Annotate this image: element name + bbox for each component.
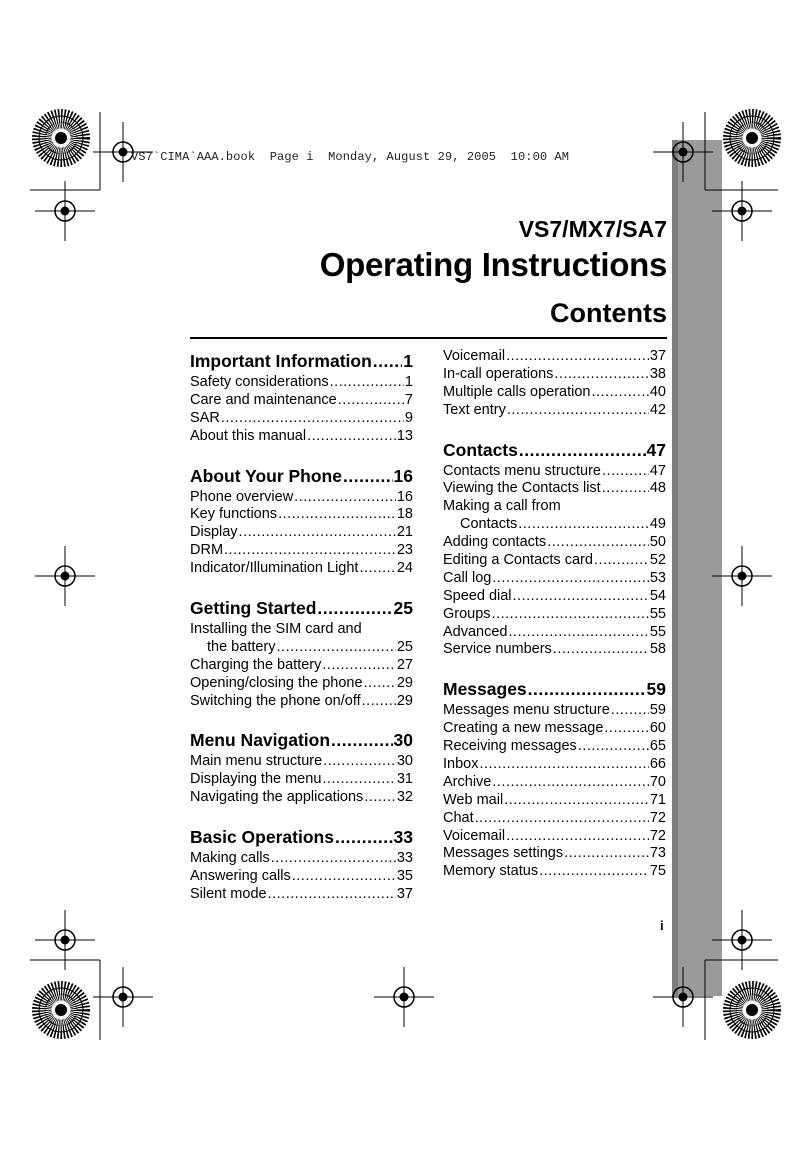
toc-leader-dots — [479, 756, 648, 774]
toc-leader-dots — [518, 516, 649, 534]
toc-entry-title: Web mail — [443, 791, 504, 808]
toc-entry[interactable] — [190, 639, 413, 657]
toc-leader-dots — [507, 402, 649, 420]
toc-entry-page: 40 — [649, 383, 666, 400]
toc-entry[interactable] — [443, 570, 666, 588]
toc-entry-page: 73 — [649, 845, 666, 862]
toc-entry-page: 72 — [649, 827, 666, 844]
toc-entry-title: Main menu structure — [190, 753, 323, 770]
toc-entry-page: 52 — [649, 552, 666, 568]
toc-entry[interactable] — [190, 524, 413, 542]
toc-entry[interactable] — [443, 810, 666, 828]
toc-entry-title: About Your Phone — [190, 465, 342, 486]
toc-entry[interactable] — [190, 560, 413, 578]
toc-gap — [443, 420, 666, 437]
toc-entry[interactable] — [443, 756, 666, 774]
toc-entry-title: About this manual — [190, 427, 307, 444]
sunburst-mark-bottom-right — [730, 988, 774, 1032]
toc-entry-page: 59 — [649, 702, 666, 719]
toc-entry-title: Groups — [443, 605, 491, 622]
toc-entry-title: Multiple calls operation — [443, 383, 591, 400]
toc-leader-dots — [343, 463, 393, 489]
toc-entry-page: 31 — [396, 771, 413, 788]
toc-entry-title: DRM — [190, 542, 224, 559]
toc-entry-title: Opening/closing the phone — [190, 674, 363, 691]
toc-entry-title: Voicemail — [443, 347, 506, 364]
toc-leader-dots — [475, 810, 649, 828]
toc-leader-dots — [602, 480, 649, 498]
toc-entry-title: Displaying the menu — [190, 771, 322, 788]
toc-entry-title: Care and maintenance — [190, 391, 337, 408]
toc-entry-page: 53 — [649, 569, 666, 586]
toc-entry-page: 38 — [649, 365, 666, 382]
toc-entry-page: 16 — [396, 488, 413, 505]
toc-entry[interactable] — [190, 789, 413, 807]
toc-entry-title: Display — [190, 524, 238, 541]
toc-entry-title: Editing a Contacts card — [443, 552, 593, 568]
toc-entry-title: Charging the battery — [190, 656, 322, 673]
toc-leader-dots — [307, 428, 396, 446]
toc-entry-page: 29 — [396, 674, 413, 691]
sunburst-mark-top-left — [39, 116, 83, 160]
toc-leader-dots — [578, 738, 649, 756]
toc-leader-dots — [330, 374, 404, 392]
toc-entry-page: 71 — [649, 791, 666, 808]
toc-entry[interactable] — [190, 886, 413, 904]
toc-leader-dots — [513, 588, 649, 606]
toc-entry-page: 37 — [649, 347, 666, 364]
toc-entry-title: Getting Started — [190, 598, 317, 619]
toc-entry-page: 9 — [404, 409, 413, 426]
toc-entry-title: Adding contacts — [443, 534, 547, 551]
toc-entry-title: Contacts — [460, 516, 518, 533]
toc-entry-title: Messages settings — [443, 845, 564, 862]
toc-entry-page: 23 — [396, 542, 413, 559]
title-divider — [190, 337, 667, 339]
toc-entry-page: 25 — [396, 638, 413, 655]
toc-leader-dots — [292, 868, 396, 886]
toc-leader-dots — [602, 463, 649, 481]
toc-entry[interactable] — [190, 771, 413, 789]
toc-gap — [190, 446, 413, 463]
toc-entry-page: 70 — [649, 773, 666, 790]
toc-leader-dots — [362, 693, 396, 711]
section-title: Contents — [550, 298, 667, 328]
page-number: i — [660, 918, 664, 933]
toc-entry-title: Indicator/Illumination Light — [190, 560, 359, 577]
toc-entry-page: 30 — [393, 730, 413, 751]
toc-entry-title: Contacts menu structure — [443, 462, 601, 479]
toc-entry[interactable] — [443, 738, 666, 756]
toc-entry-page: 33 — [396, 850, 413, 867]
toc-entry-page: 7 — [404, 391, 413, 408]
toc-entry-title: Important Information — [190, 351, 372, 371]
toc-entry[interactable] — [190, 675, 413, 693]
toc-entry-page: 47 — [649, 462, 666, 479]
toc-entry[interactable] — [190, 374, 413, 392]
toc-entry-title: Safety considerations — [190, 373, 329, 390]
toc-entry-title: Creating a new message — [443, 720, 604, 737]
toc-entry-title: Making a call from — [443, 498, 561, 515]
toc-leader-dots — [553, 641, 649, 659]
toc-leader-dots — [278, 506, 396, 524]
toc-gap — [190, 578, 413, 595]
toc-leader-dots — [294, 489, 396, 507]
toc-leader-dots — [277, 639, 396, 657]
toc-entry-page: 66 — [649, 756, 666, 773]
toc-gap — [190, 710, 413, 727]
toc-entry[interactable] — [443, 845, 666, 863]
toc-entry[interactable] — [443, 534, 666, 552]
toc-entry-title: Archive — [443, 773, 492, 790]
toc-leader-dots — [592, 384, 649, 402]
toc-entry-page: 13 — [396, 427, 413, 444]
toc-leader-dots — [323, 753, 396, 771]
toc-entry-page: 54 — [649, 587, 666, 604]
toc-entry-page: 47 — [646, 439, 666, 460]
toc-chapter-heading[interactable] — [190, 824, 413, 850]
toc-leader-dots — [268, 886, 396, 904]
toc-entry[interactable] — [443, 498, 666, 516]
toc-entry[interactable] — [190, 489, 413, 507]
toc-entry-page: 18 — [396, 506, 413, 523]
toc-entry-page: 25 — [393, 598, 413, 619]
toc-entry[interactable] — [443, 792, 666, 810]
toc-entry-page: 55 — [649, 623, 666, 640]
toc-entry[interactable] — [443, 588, 666, 606]
toc-entry-title: Viewing the Contacts list — [443, 480, 601, 497]
toc-entry-page: 58 — [649, 641, 666, 658]
toc-entry-title: Advanced — [443, 623, 508, 640]
toc-leader-dots — [271, 850, 396, 868]
toc-entry-page: 24 — [396, 560, 413, 577]
toc-entry[interactable] — [443, 828, 666, 846]
toc-gap — [190, 807, 413, 824]
toc-entry-title: Inbox — [443, 756, 479, 773]
toc-entry-page: 35 — [396, 868, 413, 885]
toc-entry-page: 33 — [393, 827, 413, 848]
toc-entry-title: Navigating the applications — [190, 789, 364, 806]
toc-leader-dots — [331, 727, 393, 753]
toc-leader-dots — [594, 552, 649, 570]
toc-entry[interactable] — [190, 428, 413, 446]
toc-entry-page: 42 — [649, 401, 666, 418]
toc-entry-page: 32 — [396, 789, 413, 806]
toc-entry-page: 72 — [649, 809, 666, 826]
toc-entry-title: Voicemail — [443, 827, 506, 844]
toc-entry[interactable] — [190, 850, 413, 868]
toc-entry[interactable] — [190, 621, 413, 639]
toc-entry-title: Key functions — [190, 506, 278, 523]
toc-entry-title: Call log — [443, 569, 492, 586]
toc-entry[interactable] — [443, 606, 666, 624]
toc-entry[interactable] — [443, 720, 666, 738]
toc-entry-title: Installing the SIM card and — [190, 621, 362, 637]
toc-leader-dots — [364, 675, 396, 693]
toc-entry-title: Making calls — [190, 850, 270, 867]
toc-entry-title: Switching the phone on/off — [190, 692, 361, 709]
toc-column-left — [190, 348, 413, 904]
toc-entry-page: 29 — [396, 692, 413, 709]
toc-leader-dots — [239, 524, 396, 542]
toc-entry[interactable] — [443, 366, 666, 384]
toc-entry[interactable] — [443, 516, 666, 534]
toc-leader-dots — [322, 771, 395, 789]
toc-entry-title: Basic Operations — [190, 827, 334, 848]
toc-entry[interactable] — [443, 641, 666, 659]
toc-leader-dots — [317, 595, 392, 621]
book-file-header: VS7`CIMA`AAA.book Page i Monday, August 29, 2005 10:00 AM — [131, 150, 570, 164]
sunburst-mark-top-right — [730, 116, 774, 160]
toc-entry[interactable] — [443, 384, 666, 402]
toc-leader-dots — [373, 348, 402, 374]
toc-entry-page: 60 — [649, 720, 666, 737]
toc-column-right — [443, 348, 666, 881]
toc-entry[interactable] — [190, 693, 413, 711]
toc-entry-title: Memory status — [443, 863, 539, 880]
toc-entry[interactable] — [443, 402, 666, 420]
toc-leader-dots — [547, 534, 649, 552]
toc-entry-title: In-call operations — [443, 365, 554, 382]
toc-leader-dots — [221, 410, 404, 428]
toc-entry-title: Phone overview — [190, 488, 294, 505]
toc-entry[interactable] — [443, 863, 666, 881]
toc-chapter-heading[interactable] — [190, 348, 413, 374]
toc-chapter-heading[interactable] — [443, 676, 666, 702]
toc-entry[interactable] — [443, 463, 666, 481]
toc-entry-title: Contacts — [443, 439, 518, 460]
toc-leader-dots — [364, 789, 396, 807]
toc-entry[interactable] — [443, 348, 666, 366]
toc-entry-page: 1 — [404, 373, 413, 390]
toc-entry-page: 49 — [649, 516, 666, 533]
toc-leader-dots — [528, 676, 646, 702]
model-name: VS7/MX7/SA7 — [518, 216, 667, 242]
toc-entry[interactable] — [190, 542, 413, 560]
toc-entry-page: 27 — [396, 656, 413, 673]
toc-leader-dots — [322, 657, 395, 675]
toc-entry[interactable] — [443, 480, 666, 498]
toc-entry-title: Answering calls — [190, 868, 291, 885]
toc-entry-page: 48 — [649, 480, 666, 497]
toc-entry-page: 1 — [403, 351, 413, 371]
toc-chapter-heading[interactable] — [190, 463, 413, 489]
toc-entry[interactable] — [190, 506, 413, 524]
toc-chapter-heading[interactable] — [190, 595, 413, 621]
toc-entry[interactable] — [443, 774, 666, 792]
toc-entry-title: Silent mode — [190, 885, 267, 902]
toc-leader-dots — [224, 542, 396, 560]
toc-leader-dots — [506, 348, 649, 366]
toc-entry[interactable] — [443, 552, 666, 570]
toc-entry[interactable] — [190, 657, 413, 675]
toc-entry-page: 16 — [393, 465, 413, 486]
toc-entry-title: SAR — [190, 409, 220, 426]
toc-leader-dots — [564, 845, 649, 863]
toc-leader-dots — [492, 774, 649, 792]
toc-leader-dots — [611, 702, 649, 720]
toc-leader-dots — [359, 560, 395, 578]
toc-entry-title: Receiving messages — [443, 738, 577, 755]
toc-entry-page: 55 — [649, 605, 666, 622]
toc-gap — [443, 659, 666, 676]
toc-entry-page: 37 — [396, 885, 413, 902]
toc-leader-dots — [554, 366, 648, 384]
toc-entry[interactable] — [190, 753, 413, 771]
toc-chapter-heading[interactable] — [190, 727, 413, 753]
toc-leader-dots — [509, 624, 649, 642]
toc-leader-dots — [338, 392, 404, 410]
toc-leader-dots — [335, 824, 393, 850]
toc-chapter-heading[interactable] — [443, 437, 666, 463]
toc-entry-title: the battery — [207, 638, 276, 655]
toc-leader-dots — [492, 570, 649, 588]
toc-entry[interactable] — [190, 392, 413, 410]
toc-entry-title: Messages — [443, 679, 527, 700]
toc-entry-title: Speed dial — [443, 587, 512, 604]
toc-entry-page: 65 — [649, 738, 666, 755]
toc-entry-title: Text entry — [443, 401, 506, 418]
toc-entry-page: 59 — [646, 679, 666, 700]
toc-entry-page: 50 — [649, 534, 666, 551]
sunburst-mark-bottom-left — [39, 988, 83, 1032]
toc-entry-title: Menu Navigation — [190, 730, 331, 751]
toc-entry-page: 30 — [396, 753, 413, 770]
toc-entry-page: 75 — [649, 863, 666, 880]
toc-entry[interactable] — [190, 868, 413, 886]
toc-leader-dots — [504, 792, 649, 810]
toc-leader-dots — [492, 606, 649, 624]
toc-leader-dots — [506, 828, 649, 846]
toc-leader-dots — [539, 863, 649, 881]
toc-leader-dots — [604, 720, 648, 738]
toc-entry[interactable] — [443, 624, 666, 642]
toc-entry-title: Service numbers — [443, 641, 552, 658]
page-title: Operating Instructions — [319, 246, 667, 283]
toc-entry[interactable] — [443, 702, 666, 720]
toc-leader-dots — [519, 437, 646, 463]
toc-entry-title: Chat — [443, 809, 474, 826]
toc-entry-title: Messages menu structure — [443, 702, 610, 719]
toc-entry-page: 21 — [396, 524, 413, 541]
toc-entry[interactable] — [190, 410, 413, 428]
